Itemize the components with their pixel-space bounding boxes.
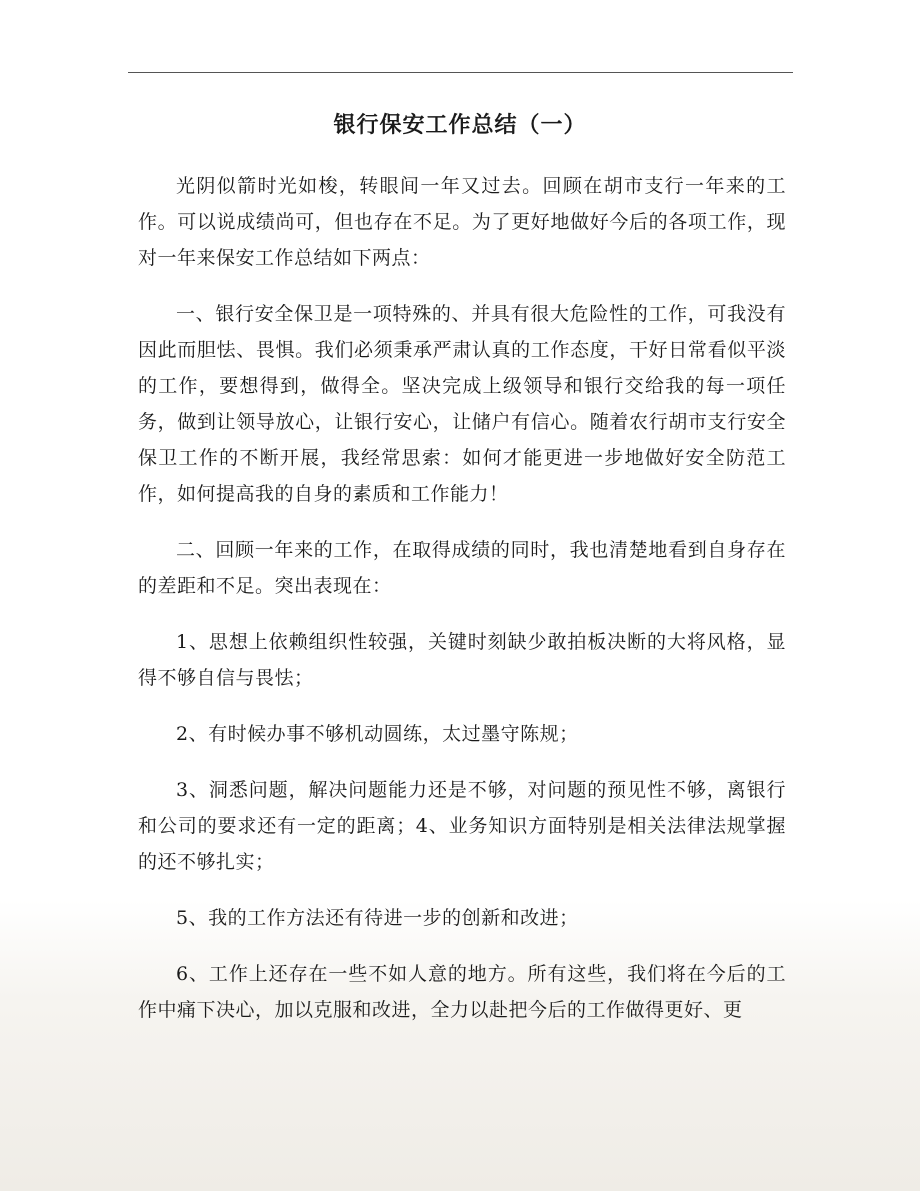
paragraph-item-5: 5、我的工作方法还有待进一步的创新和改进； (176, 907, 579, 929)
paragraph-item-3-4: 3、洞悉问题，解决问题能力还是不够，对问题的预见性不够，离银行和公司的要求还有一定的距离；4、业务知识方面特别是相关法律法规掌握的还不够扎实； (138, 779, 786, 873)
paragraph-item-1: 1、思想上依赖组织性较强，关键时刻缺少敢拍板决断的大将风格，显得不够自信与畏怯； (138, 631, 786, 689)
paragraph-section-one: 一、银行安全保卫是一项特殊的、并具有很大危险性的工作，可我没有因此而胆怯、畏惧。我们必须秉承严肃认真的工作态度，干好日常看似平淡的工作，要想得到，做得全。坚决完成上级领导和银行交给我的每一项任务，做到让领导放心，让银行安心，让储户有信心。随着农行胡市支行安全保卫工作的不断开展，我经常思索：如何才能更进一步地做好安全防范工作，如何提高我的自身的素质和工作能力！ (138, 303, 786, 505)
paragraph-intro: 光阴似箭时光如梭，转眼间一年又过去。回顾在胡市支行一年来的工作。可以说成绩尚可，但也存在不足。为了更好地做好今后的各项工作，现对一年来保安工作总结如下两点： (138, 175, 786, 269)
header-rule (128, 72, 793, 73)
document-body (138, 168, 786, 1048)
paragraph-item-6: 6、工作上还存在一些不如人意的地方。所有这些，我们将在今后的工作中痛下决心，加以克服和改进，全力以赴把今后的工作做得更好、更 (138, 963, 786, 1021)
document-title: 银行保安工作总结（一） (333, 113, 587, 138)
paragraph-section-two: 二、回顾一年来的工作，在取得成绩的同时，我也清楚地看到自身存在的差距和不足。突出表现在： (138, 539, 786, 597)
paragraph-item-2: 2、有时候办事不够机动圆练，太过墨守陈规； (176, 723, 579, 745)
